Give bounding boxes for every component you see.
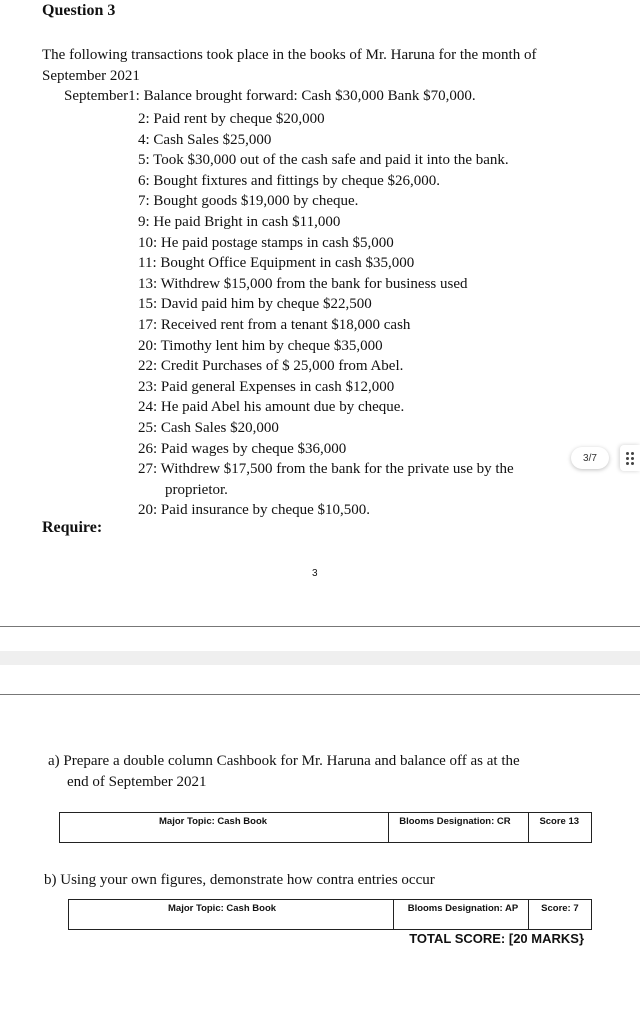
transaction-item: 6: Bought fixtures and fittings by cheque $26,000. bbox=[138, 172, 441, 189]
rubric-table-a bbox=[59, 812, 592, 843]
rubric-topic: Major Topic: Cash Book bbox=[69, 900, 394, 930]
page-gap-shade bbox=[0, 651, 640, 665]
transaction-list bbox=[138, 109, 514, 521]
page-indicator: 3/7 bbox=[571, 447, 609, 469]
transaction-item: 15: David paid him by cheque $22,500 bbox=[138, 296, 372, 313]
rubric-table-b bbox=[68, 899, 592, 930]
transaction-item: 25: Cash Sales $20,000 bbox=[138, 419, 279, 436]
require-heading: Require: bbox=[42, 519, 103, 536]
task-b: b) Using your own figures, demonstrate how contra entries occur bbox=[44, 872, 435, 888]
task-a-line2: end of September 2021 bbox=[67, 774, 207, 790]
scroll-handle[interactable] bbox=[620, 445, 640, 471]
transaction-item: 22: Credit Purchases of $ 25,000 from Abel. bbox=[138, 358, 404, 375]
question-intro: The following transactions took place in the books of Mr. Haruna for the month of September 2021 bbox=[42, 47, 537, 84]
transaction-item: 11: Bought Office Equipment in cash $35,000 bbox=[138, 255, 415, 272]
transaction-item: 7: Bought goods $19,000 by cheque. bbox=[138, 193, 359, 210]
rubric-topic: Major Topic: Cash Book bbox=[60, 813, 389, 843]
transaction-item: 27: Withdrew $17,500 from the bank for the private use by the bbox=[138, 461, 514, 478]
transaction-item: 2: Paid rent by cheque $20,000 bbox=[138, 111, 325, 127]
transaction-item: 17: Received rent from a tenant $18,000 cash bbox=[138, 316, 411, 333]
question-title: Question 3 bbox=[42, 2, 116, 19]
grip-dots-icon bbox=[626, 452, 634, 465]
transaction-item: 10: He paid postage stamps in cash $5,000 bbox=[138, 234, 394, 251]
transaction-item: 23: Paid general Expenses in cash $12,000 bbox=[138, 378, 395, 395]
page-top-divider bbox=[0, 694, 640, 695]
rubric-blooms: Blooms Designation: AP bbox=[393, 900, 528, 930]
transaction-item: 24: He paid Abel his amount due by cheque. bbox=[138, 399, 405, 416]
transaction-item: 5: Took $30,000 out of the cash safe and paid it into the bank. bbox=[138, 152, 509, 169]
rubric-blooms: Blooms Designation: CR bbox=[389, 813, 529, 843]
total-score: TOTAL SCORE: [20 MARKS} bbox=[409, 931, 584, 946]
transaction-item: 4: Cash Sales $25,000 bbox=[138, 131, 272, 148]
page-number: 3 bbox=[312, 568, 318, 579]
transaction-item: 20: Paid insurance by cheque $10,500. bbox=[138, 502, 371, 519]
rubric-score: Score: 7 bbox=[529, 900, 592, 930]
rubric-score: Score 13 bbox=[529, 813, 592, 843]
task-a-line1: a) Prepare a double column Cashbook for Mr. Haruna and balance off as at the bbox=[48, 753, 520, 769]
transaction-item-continuation: proprietor. bbox=[165, 481, 228, 498]
transaction-item: 26: Paid wages by cheque $36,000 bbox=[138, 440, 347, 457]
transaction-item: 13: Withdrew $15,000 from the bank for business used bbox=[138, 275, 468, 292]
transaction-item: 9: He paid Bright in cash $11,000 bbox=[138, 213, 341, 230]
task-a bbox=[48, 751, 520, 793]
opening-balance-line: September1: Balance brought forward: Cash $30,000 Bank $70,000. bbox=[64, 88, 476, 104]
transaction-item: 20: Timothy lent him by cheque $35,000 bbox=[138, 337, 383, 354]
